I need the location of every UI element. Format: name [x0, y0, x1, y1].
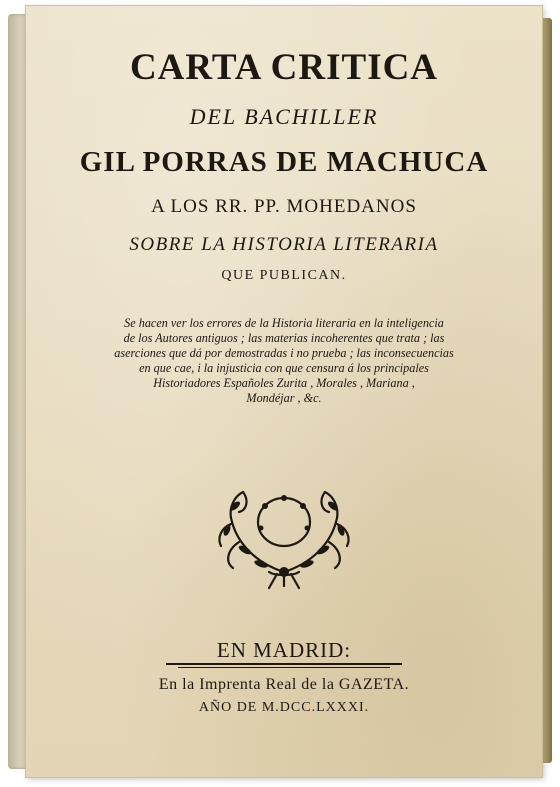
imprint-printer: En la Imprenta Real de la GAZETA. [158, 676, 410, 693]
book-title: CARTA CRITICA [129, 47, 439, 88]
page-edge [542, 18, 552, 763]
addressee-line: A LOS RR. PP. MOHEDANOS [151, 196, 417, 217]
subject-line-2: QUE PUBLICAN. [221, 268, 347, 283]
imprint-rule-thin [178, 667, 390, 668]
description-line: Historiadores Españoles Zurita , Morales , Mariana , [153, 376, 415, 390]
description-line: Mondéjar , &c. [246, 391, 322, 405]
description-line: en que cae, i la injusticia con que censura á los principales [139, 361, 429, 375]
description-line: Se hacen ver los errores de la Historia literaria en la inteligencia [124, 316, 444, 330]
subject-line: SOBRE LA HISTORIA LITERARIA [129, 234, 439, 255]
imprint-place: EN MADRID: [216, 638, 352, 662]
author-name: GIL PORRAS DE MACHUCA [79, 146, 489, 178]
description-line: aserciones que dá por demostradas i no prueba ; las inconsecuencias [114, 346, 454, 360]
description-line: de los Autores antiguos ; las materias incoherentes que trata ; las [123, 331, 445, 345]
wreath-ornament-icon [209, 484, 359, 594]
imprint-year: AÑO DE M.DCC.LXXXI. [198, 700, 370, 715]
book [8, 6, 552, 781]
imprint-rule [166, 663, 402, 665]
description-block [72, 316, 496, 406]
subtitle-line: DEL BACHILLER [189, 104, 379, 129]
title-page [26, 6, 542, 777]
